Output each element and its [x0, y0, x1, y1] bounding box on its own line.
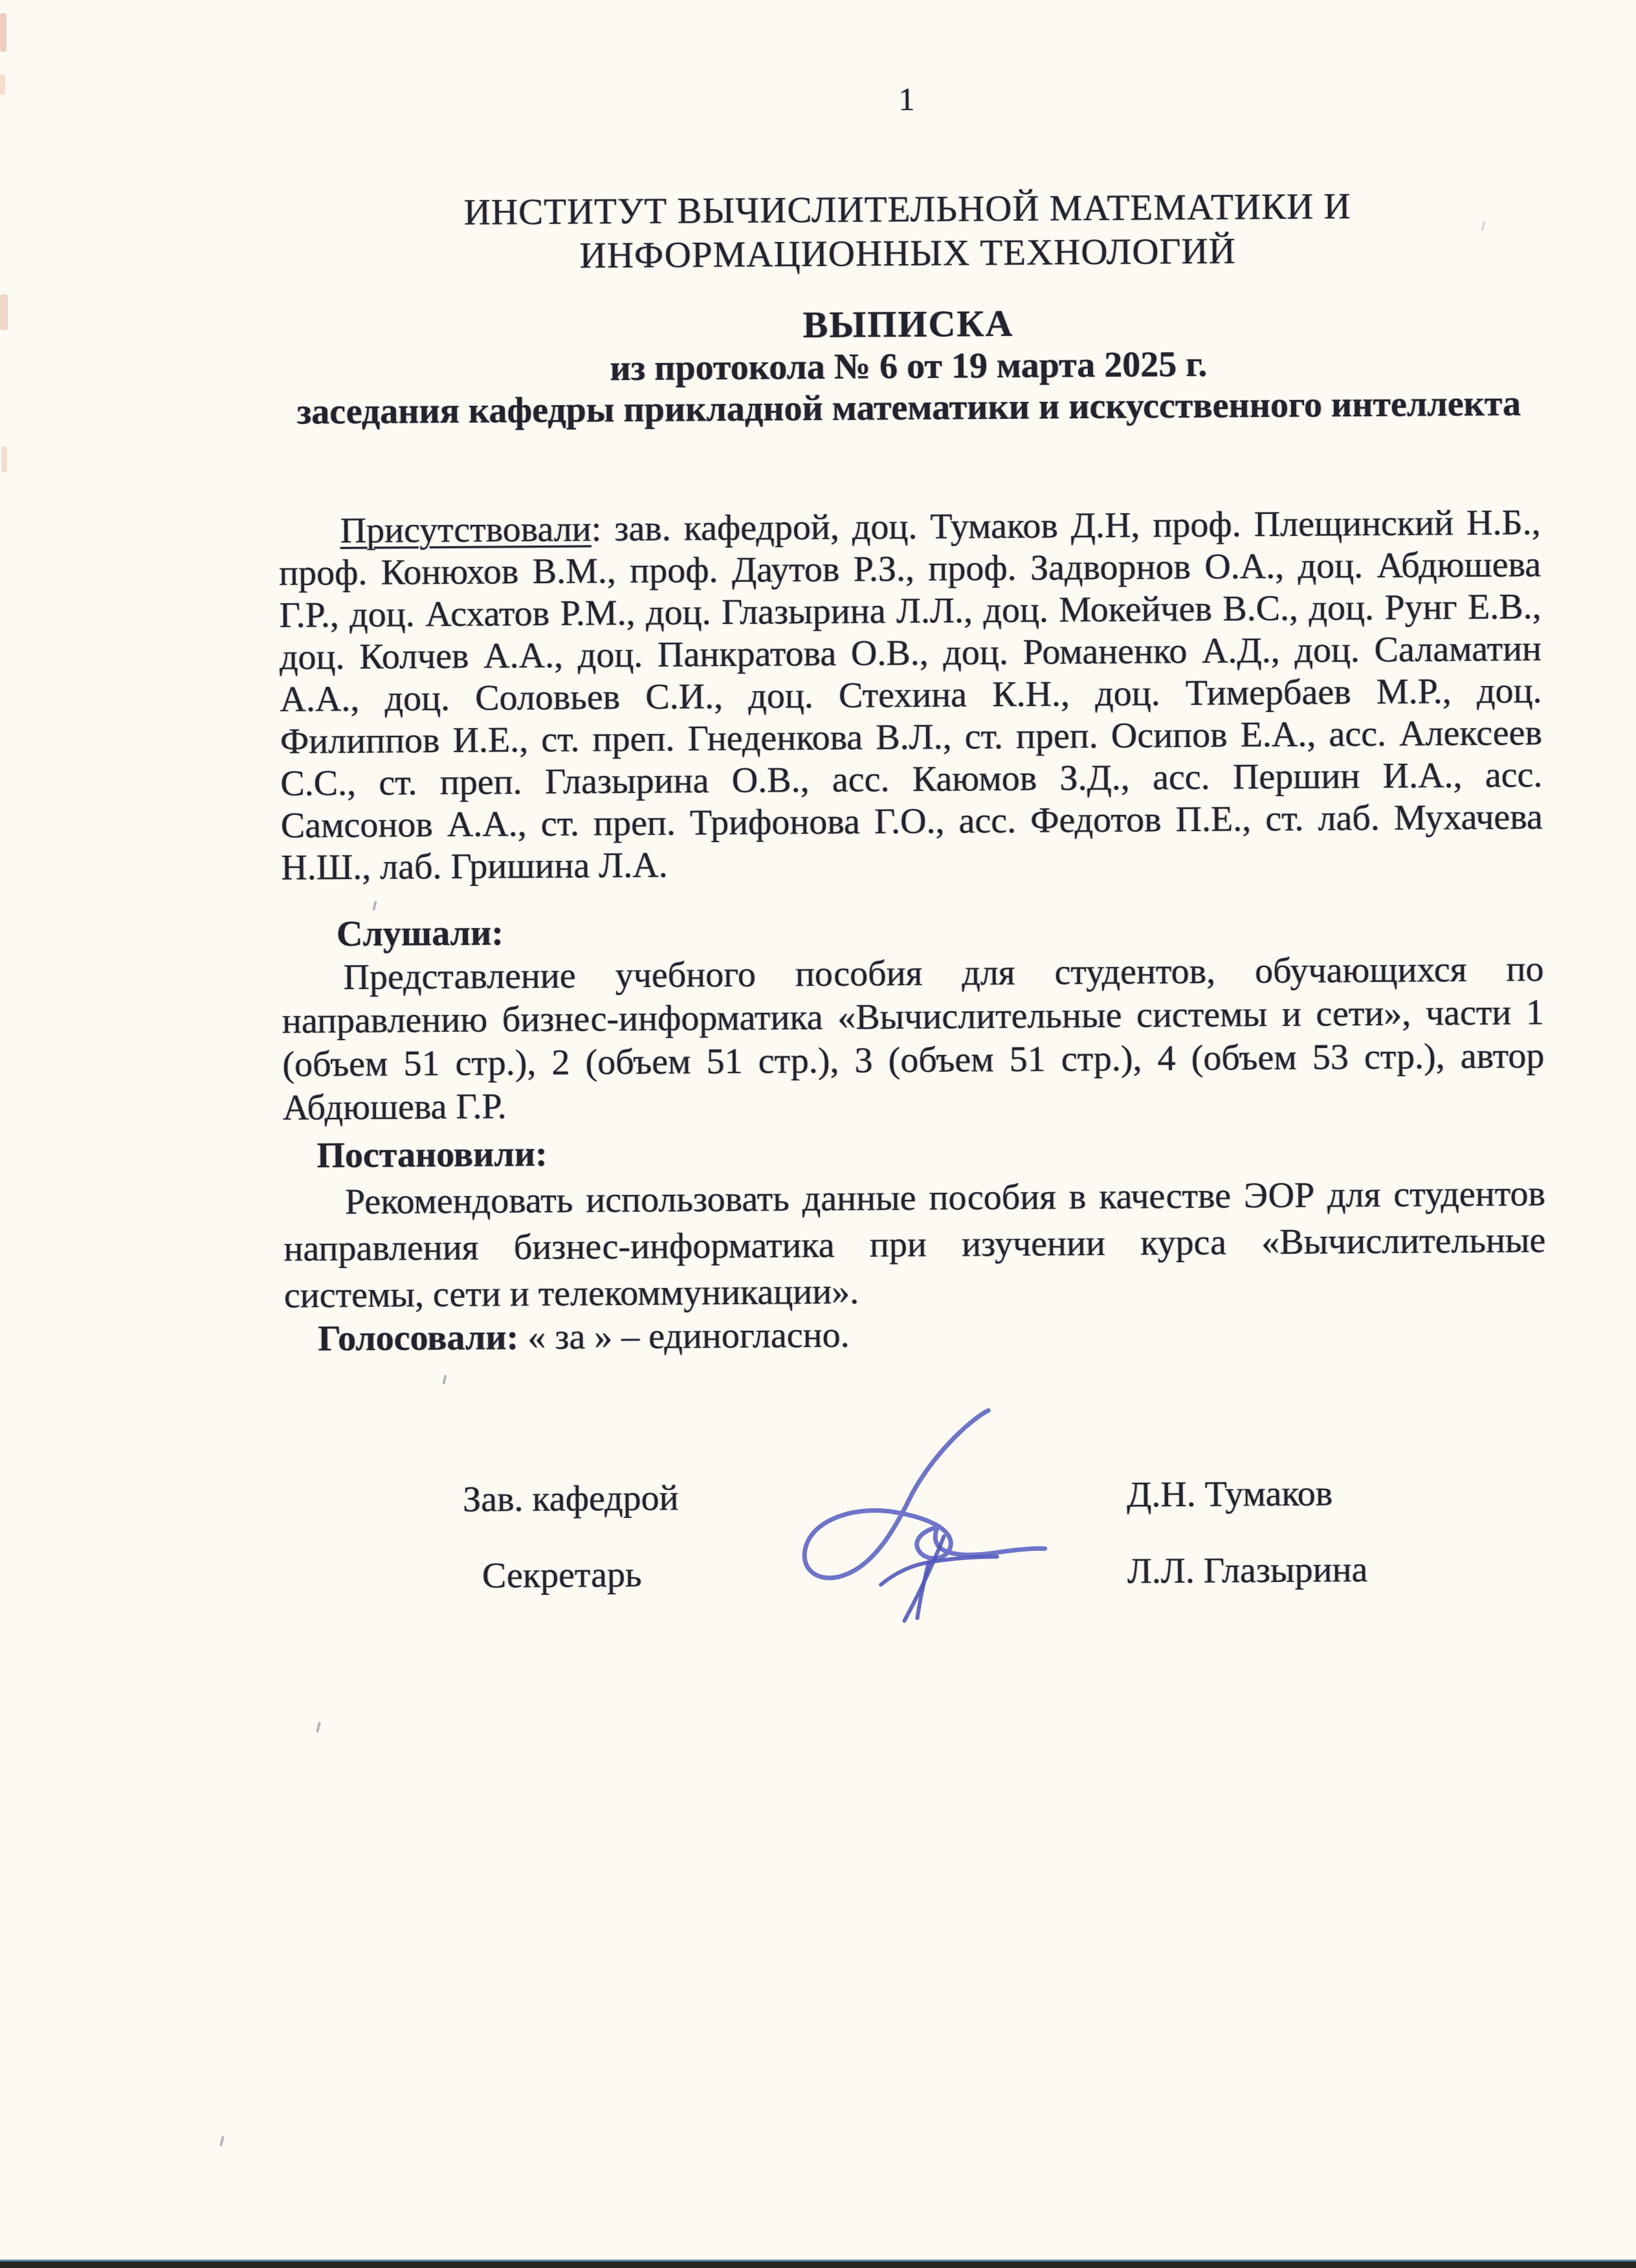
institute-title [276, 183, 1539, 280]
vote-result-line [284, 1309, 1546, 1361]
protocol-number-line: из протокола № 6 от 19 марта 2025 г. [610, 344, 1208, 389]
attendees-text: : зав. кафедрой, доц. Тумаков Д.Н, проф. Плещинский Н.Б., проф. Конюхов В.М., проф. Даутов Р.З., проф. Задворнов О.А., доц. Абдюшева Г.Р., доц. Асхатов Р.М., доц. Глазырина Л.Л., доц. Мокейчев В.С., доц. Рунг Е.В., доц. Колчев А.А., доц. Панкратова О.В., доц. Романенко А.Д., доц. Саламатин А.А., доц. Соловьев С.И., доц. Стехина К.Н., доц. Тимербаев М.Р., доц. Филиппов И.Е., ст. преп. Гнеденкова В.Л., ст. преп. Осипов Е.А., асс. Алексеев С.С., ст. преп. Глазырина О.В., асс. Каюмов З.Д., асс. Першин И.А., асс. Самсонов А.А., ст. преп. Трифонова Г.О., асс. Федотов П.Е., ст. лаб. Мухачева Н.Ш., лаб. Гришина Л.А. [278, 502, 1543, 888]
document-content [275, 0, 1549, 1759]
scanner-edge-artifact [0, 2260, 1636, 2268]
scan-speck [0, 74, 5, 95]
document-type-title: ВЫПИСКА [802, 302, 1014, 346]
resolved-heading: Постановили: [316, 1133, 547, 1176]
vote-text: « за » – единогласно. [518, 1315, 850, 1358]
institute-title-line-1: ИНСТИТУТ ВЫЧИСЛИТЕЛЬНОЙ МАТЕМАТИКИ И [463, 186, 1351, 233]
scan-speck [0, 13, 6, 52]
session-description-line: заседания кафедры прикладной математики и искусственного интеллекта [296, 383, 1521, 432]
signature-name-head-of-department: Д.Н. Тумаков [1126, 1473, 1333, 1515]
handwritten-signature-scribble [773, 1402, 1053, 1624]
scan-speck [219, 2136, 225, 2146]
heard-heading: Слушали: [336, 913, 504, 955]
vote-label: Голосовали: [318, 1317, 519, 1359]
attendees-paragraph [278, 502, 1543, 889]
signature-role-head-of-department: Зав. кафедрой [462, 1478, 679, 1520]
page-number: 1 [898, 80, 915, 118]
signature-role-secretary: Секретарь [481, 1554, 642, 1596]
heard-paragraph: Представление учебного пособия для студентов, обучающихся по направлению бизнес-информатика «Вычислительные системы и сети», части 1 (объем 51 стр.), 2 (объем 51 стр.), 3 (объем 51 стр.), 4 (объем 53 стр.), автор Абдюшева Г.Р. [282, 949, 1545, 1128]
institute-title-line-2: ИНФОРМАЦИОННЫХ ТЕХНОЛОГИЙ [579, 230, 1236, 276]
scan-speck [0, 295, 8, 330]
signature-block [285, 1471, 1549, 1759]
scan-speck [1, 447, 7, 472]
signature-name-secretary: Л.Л. Глазырина [1127, 1550, 1368, 1592]
attendees-label: Присутствовали [340, 509, 591, 551]
resolved-paragraph: Рекомендовать использовать данные пособия в качестве ЭОР для студентов направления бизнес-информатика при изучении курса «Вычислительные системы, сети и телекоммуникации». [283, 1173, 1546, 1316]
